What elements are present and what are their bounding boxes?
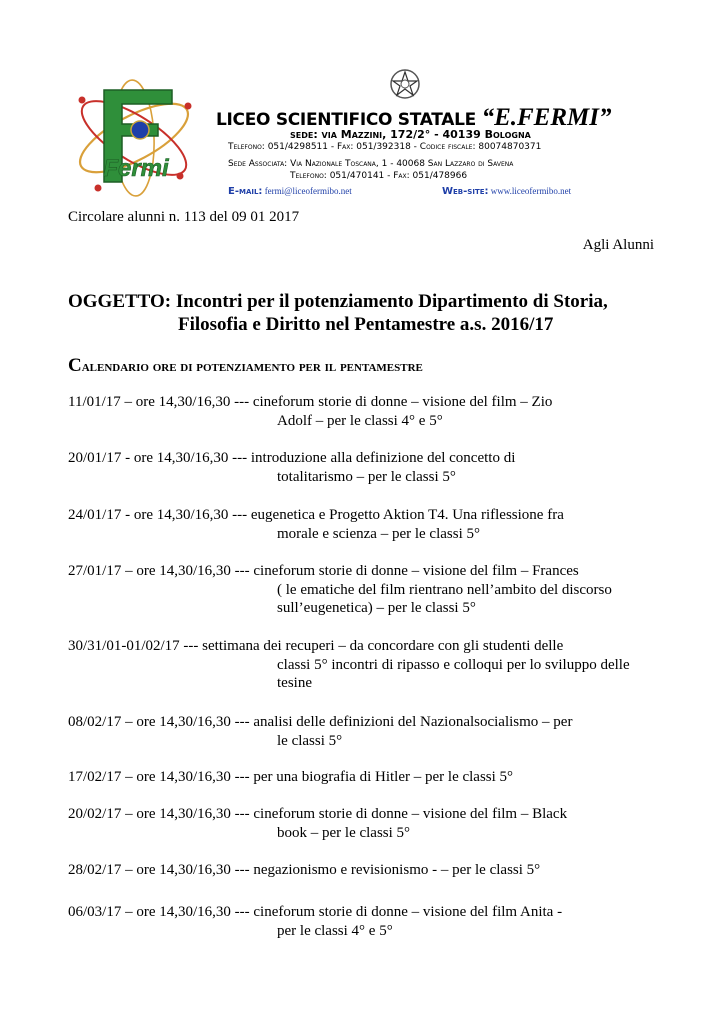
school-prefix: LICEO SCIENTIFICO STATALE: [216, 110, 476, 130]
email-label: E-mail:: [228, 186, 263, 197]
calendar-entry: [68, 449, 668, 486]
entry-line: 11/01/17 – ore 14,30/16,30 --- cineforum storie di donne – visione del film – Zio: [68, 394, 553, 410]
entry-line: 28/02/17 – ore 14,30/16,30 --- negazionismo e revisionismo - – per le classi 5°: [68, 862, 541, 878]
entry-continuation: book – per le classi 5°: [277, 824, 411, 841]
website-label: Web-site:: [442, 186, 489, 197]
entry-continuation: le classi 5°: [277, 732, 343, 749]
associated-address: Sede Associata: Via Nazionale Toscana, 1 - 40068 San Lazzaro di Savena: [228, 159, 514, 169]
subject-line-2: Filosofia e Diritto nel Pentamestre a.s. 2016/17: [178, 314, 554, 335]
calendar-entry: [68, 393, 668, 430]
entry-line: 27/01/17 – ore 14,30/16,30 --- cineforum storie di donne – visione del film – Frances: [68, 563, 579, 579]
website-link[interactable]: www.liceofermibo.net: [490, 186, 572, 196]
entry-continuation: per le classi 4° e 5°: [277, 922, 393, 939]
associated-phone: Telefono: 051/470141 - Fax: 051/478966: [290, 171, 468, 181]
email-link[interactable]: fermi@liceofermibo.net: [264, 186, 352, 196]
republic-emblem-icon: [388, 66, 422, 102]
entry-line: 08/02/17 – ore 14,30/16,30 --- analisi delle definizioni del Nazionalsocialismo – per: [68, 714, 573, 730]
entry-continuation: morale e scienza – per le classi 5°: [277, 525, 480, 542]
calendar-entry: [68, 506, 668, 543]
school-phone-line: Telefono: 051/4298511 - Fax: 051/392318 - Codice fiscale: 80074870371: [228, 142, 542, 152]
entry-continuation: totalitarismo – per le classi 5°: [277, 468, 456, 485]
entry-continuation: classi 5° incontri di ripasso e colloqui per lo sviluppo delle tesine: [277, 656, 630, 691]
email-line: [228, 186, 352, 197]
entry-line: 30/31/01-01/02/17 --- settimana dei recuperi – da concordare con gli studenti delle: [68, 638, 564, 654]
entry-continuation: Adolf – per le classi 4° e 5°: [277, 412, 443, 429]
school-logo: [70, 72, 200, 204]
entry-continuation: ( le ematiche del film rientrano nell’ambito del discorso sull’eugenetica) – per le classi 5°: [277, 581, 612, 616]
calendar-title-rest: alendario ore di potenziamento per il pentamestre: [81, 359, 423, 375]
calendar-entry: [68, 637, 668, 693]
calendar-entry: [68, 903, 668, 940]
calendar-title: [68, 355, 423, 377]
school-name: “E.FERMI”: [481, 104, 612, 131]
website-line: [442, 186, 571, 197]
calendar-entry: [68, 805, 668, 842]
calendar-entry: [68, 768, 668, 787]
subject-line-1: OGGETTO: Incontri per il potenziamento Dipartimento di Storia,: [68, 291, 608, 312]
calendar-title-initial: C: [68, 355, 82, 376]
recipient: Agli Alunni: [582, 237, 654, 253]
subject: [68, 290, 668, 336]
entry-line: 17/02/17 – ore 14,30/16,30 --- per una biografia di Hitler – per le classi 5°: [68, 769, 514, 785]
entry-line: 20/01/17 - ore 14,30/16,30 --- introduzione alla definizione del concetto di: [68, 450, 516, 466]
calendar-entry: [68, 562, 668, 618]
calendar-entry: [68, 713, 668, 750]
logo-text: Fermi: [103, 155, 169, 182]
circular-reference: Circolare alunni n. 113 del 09 01 2017: [68, 209, 300, 225]
calendar-entry: [68, 861, 668, 880]
entry-line: 06/03/17 – ore 14,30/16,30 --- cineforum storie di donne – visione del film Anita -: [68, 904, 563, 920]
entry-line: 20/02/17 – ore 14,30/16,30 --- cineforum storie di donne – visione del film – Black: [68, 806, 568, 822]
entry-line: 24/01/17 - ore 14,30/16,30 --- eugenetica e Progetto Aktion T4. Una riflessione fra: [68, 507, 564, 523]
school-address: sede: via Mazzini, 172/2° - 40139 Bologna: [290, 128, 531, 141]
